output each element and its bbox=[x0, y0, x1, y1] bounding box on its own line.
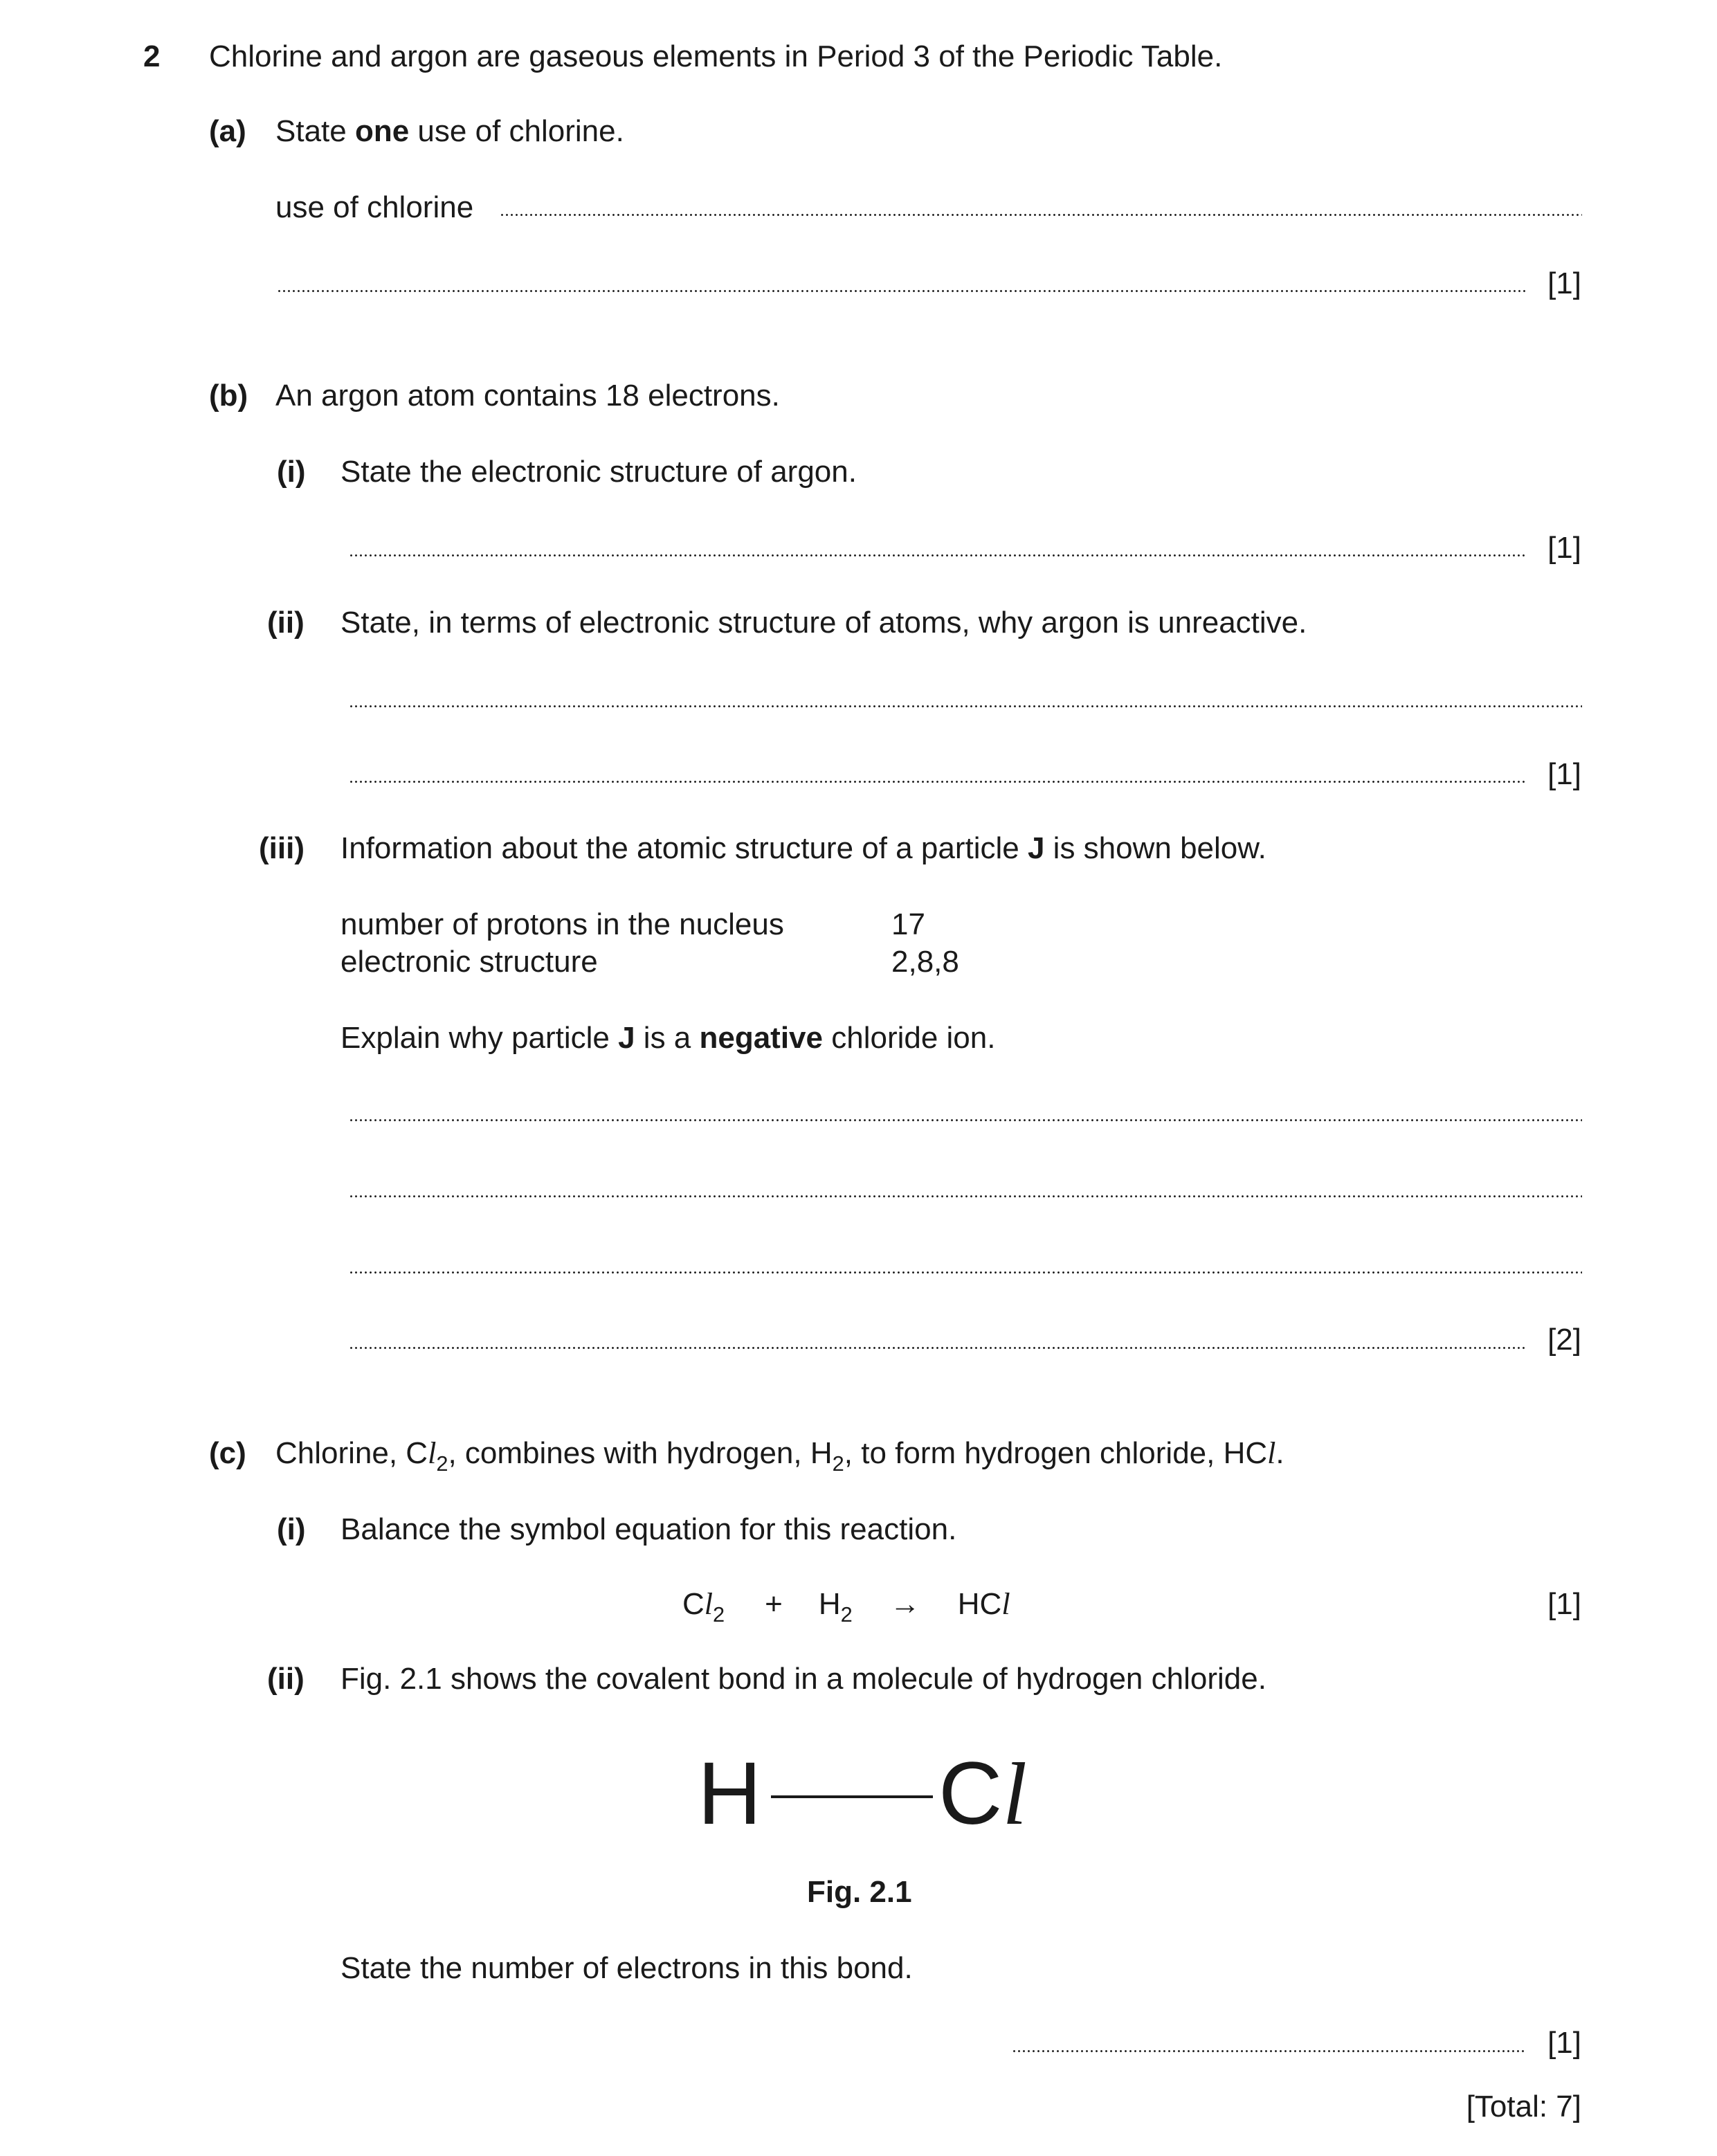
part-a-answer-line-1[interactable] bbox=[500, 214, 1582, 216]
part-c-i-label: (i) bbox=[277, 1512, 306, 1546]
part-c-ii-mark: [1] bbox=[1547, 2026, 1581, 2060]
part-c-label: (c) bbox=[209, 1436, 246, 1470]
part-a-answer-label: use of chlorine bbox=[275, 190, 474, 224]
part-b-i-mark: [1] bbox=[1547, 531, 1581, 565]
part-a-mark: [1] bbox=[1547, 266, 1581, 300]
part-b-iii-answer-line-4[interactable] bbox=[349, 1347, 1527, 1349]
part-b-label: (b) bbox=[209, 379, 248, 413]
part-c-i-mark: [1] bbox=[1547, 1587, 1581, 1621]
part-b-iii-text: Information about the atomic structure of a particle J is shown below. bbox=[340, 831, 1266, 865]
part-b-text: An argon atom contains 18 electrons. bbox=[275, 379, 780, 413]
part-b-ii-text: State, in terms of electronic structure of atoms, why argon is unreactive. bbox=[340, 606, 1307, 640]
part-a-answer-line-2[interactable] bbox=[277, 290, 1527, 292]
part-b-iii-explain: Explain why particle J is a negative chloride ion. bbox=[340, 1021, 996, 1055]
figure-caption: Fig. 2.1 bbox=[807, 1875, 912, 1909]
part-b-i-label: (i) bbox=[277, 455, 306, 489]
part-c-i-text: Balance the symbol equation for this reaction. bbox=[340, 1512, 957, 1546]
fig-atom-cl: Cl bbox=[938, 1744, 1027, 1843]
question-number: 2 bbox=[143, 39, 161, 73]
part-c-ii-question: State the number of electrons in this bond. bbox=[340, 1951, 913, 1985]
part-a-label: (a) bbox=[209, 114, 246, 148]
particle-table-label-1: number of protons in the nucleus bbox=[340, 907, 784, 941]
part-b-ii-answer-line-1[interactable] bbox=[349, 705, 1582, 707]
part-a-text: State one use of chlorine. bbox=[275, 114, 624, 148]
part-c-ii-text: Fig. 2.1 shows the covalent bond in a molecule of hydrogen chloride. bbox=[340, 1662, 1266, 1696]
particle-table-label-2: electronic structure bbox=[340, 945, 598, 979]
part-b-ii-mark: [1] bbox=[1547, 757, 1581, 791]
fig-atom-h: H bbox=[698, 1744, 762, 1843]
part-b-iii-answer-line-3[interactable] bbox=[349, 1271, 1582, 1274]
equation-reactant-h2: $H_2$ bbox=[818, 1587, 853, 1627]
arrow-right-icon: → bbox=[889, 1587, 920, 1621]
part-b-ii-label: (ii) bbox=[267, 606, 305, 640]
part-c-text: Chlorine, $Cl_2$, combines with hydrogen, $H_2$, to form hydrogen chloride, HCl. bbox=[275, 1436, 1284, 1476]
equation-plus: + bbox=[765, 1587, 783, 1621]
covalent-bond-line bbox=[771, 1795, 933, 1798]
equation-reactant-cl2: $Cl_2$ bbox=[682, 1587, 725, 1627]
question-intro: Chlorine and argon are gaseous elements in Period 3 of the Periodic Table. bbox=[209, 39, 1223, 73]
particle-table-value-1: 17 bbox=[891, 907, 925, 941]
part-b-iii-mark: [2] bbox=[1547, 1323, 1581, 1357]
part-b-i-answer-line[interactable] bbox=[349, 554, 1527, 556]
part-b-ii-answer-line-2[interactable] bbox=[349, 781, 1527, 783]
total-marks: [Total: 7] bbox=[1466, 2090, 1581, 2123]
part-b-i-text: State the electronic structure of argon. bbox=[340, 455, 857, 489]
part-c-ii-answer-line[interactable] bbox=[1012, 2050, 1527, 2052]
part-b-iii-label: (iii) bbox=[259, 831, 305, 865]
part-c-ii-label: (ii) bbox=[267, 1662, 305, 1696]
part-b-iii-answer-line-1[interactable] bbox=[349, 1119, 1582, 1121]
symbol-equation bbox=[682, 1587, 1010, 1627]
equation-product-hcl: HCl bbox=[957, 1587, 1010, 1621]
particle-table-value-2: 2,8,8 bbox=[891, 945, 959, 979]
part-b-iii-answer-line-2[interactable] bbox=[349, 1195, 1582, 1197]
